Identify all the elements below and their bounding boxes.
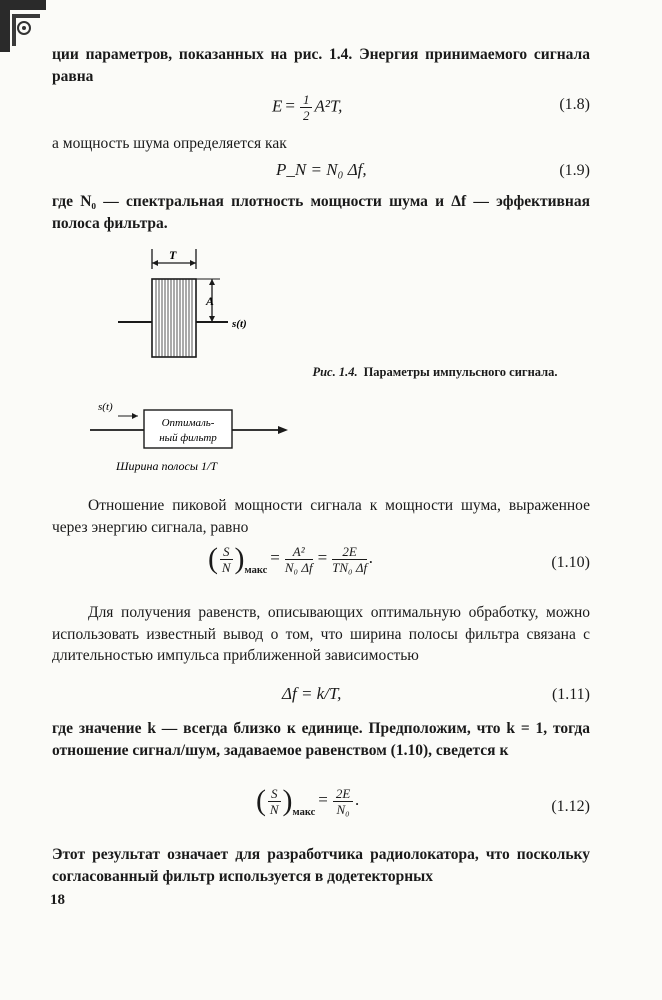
equation-1-11: Δf = k/T, xyxy=(282,684,342,703)
eq110-sn-fraction xyxy=(220,544,233,575)
eq112-frac-num: 2E xyxy=(333,786,353,802)
paragraph-2 xyxy=(52,135,590,153)
eq110-frac1-num: A² xyxy=(285,544,313,560)
eq110-frac2 xyxy=(332,544,367,575)
equation-number-1-10: (1.10) xyxy=(551,554,590,571)
eq110-frac2-num: 2E xyxy=(332,544,367,560)
eq112-tail: . xyxy=(355,789,360,809)
pulse-label-A: A xyxy=(206,294,215,308)
corner-ornament xyxy=(0,0,46,52)
eq18-rhs: A²T, xyxy=(314,96,343,116)
equation-1-12: ( $\frac{S}{N}$ )$_{макс}=$ $\frac{2E}{\text{N₀}}$ . xyxy=(256,784,360,818)
eq18-frac-den: 2 xyxy=(302,108,310,123)
eq110-N: N xyxy=(221,559,231,575)
filter-box-line-2: ный фильтр xyxy=(159,432,217,444)
paragraph-5-text: Для получения равенств, описывающих оптимальную обработку, можно использовать известный вывод о том, что ширина полосы фильтра связана с длительностью импульса приближенной зависимостью xyxy=(52,604,590,664)
paragraph-6-text: где значение k — всегда близко к единице. Предположим, что k = 1, тогда отношение сигнал/шум, задаваемое равенством (1.10), сведется к xyxy=(52,720,590,759)
equation-number-1-12: (1.12) xyxy=(551,798,590,815)
filter-input-label: s(t) xyxy=(98,401,113,413)
pulse-label-s: s(t) xyxy=(232,318,247,330)
paragraph-7-text: Этот результат означает для разработчика радиолокатора, что поскольку согласованный фильтр используется в додетекторных xyxy=(52,846,590,885)
eq110-subscript: макс xyxy=(244,564,268,576)
caption-ref: Рис. 1.4. xyxy=(312,365,358,379)
filter-box-line-1: Оптималь- xyxy=(161,417,215,429)
paragraph-3-text: где N₀ — спектральная плотность мощности шума и Δf — эффективная полоса фильтра. xyxy=(52,193,590,232)
figure-caption xyxy=(300,365,570,380)
paragraph-1 xyxy=(52,44,590,87)
eq112-subscript: макс xyxy=(292,806,316,818)
paragraph-2-text: а мощность шума определяется как xyxy=(52,135,287,152)
eq112-frac xyxy=(333,786,353,817)
paragraph-6 xyxy=(52,718,590,761)
equation-number-1-9: (1.9) xyxy=(559,162,590,179)
paragraph-5 xyxy=(52,602,590,667)
paragraph-4-text: Отношение пиковой мощности сигнала к мощности шума, выраженное через энергию сигнала, равно xyxy=(52,497,590,536)
equation-1-8: E = $\frac{1}{2}$ A²T, xyxy=(272,92,343,123)
eq112-sn-fraction xyxy=(268,786,281,817)
equation-number-1-11: (1.11) xyxy=(551,686,590,703)
equation-number-1-8: (1.8) xyxy=(559,96,590,113)
equation-1-10: ( $\frac{S}{N}$ )$_{макс}=$ $\frac{\text{A²}}{\text{N₀ Δf}}$ = $\frac{2E}{\text{TN₀ Δf}}$ . xyxy=(208,542,374,576)
eq110-S: S xyxy=(220,544,233,560)
eq18-fraction xyxy=(300,92,313,123)
paragraph-4 xyxy=(52,495,590,538)
eq110-frac1-den: N₀ Δf xyxy=(284,559,313,575)
paragraph-3 xyxy=(52,191,590,234)
figure-optimal-filter xyxy=(88,396,298,476)
paragraph-1-text: ции параметров, показанных на рис. 1.4. Энергия принимаемого сигнала равна xyxy=(52,46,590,85)
figure-pulse-parameters xyxy=(110,245,270,360)
filter-bandwidth-label: Ширина полосы 1/T xyxy=(116,459,218,473)
eq110-frac1 xyxy=(285,544,313,575)
caption-text: Параметры импульсного сигнала. xyxy=(363,365,558,379)
eq112-frac-den: N₀ xyxy=(336,801,350,817)
eq112-N: N xyxy=(269,801,279,817)
pulse-label-T: T xyxy=(169,248,177,262)
paragraph-7 xyxy=(52,844,590,887)
eq18-lhs: E xyxy=(272,96,283,116)
page-number: 18 xyxy=(50,892,65,908)
equation-1-9: P_N = N₀ Δf, xyxy=(276,160,367,179)
eq18-frac-num: 1 xyxy=(300,92,313,108)
eq110-tail: . xyxy=(369,547,374,567)
eq110-frac2-den: TN₀ Δf xyxy=(332,559,368,575)
eq112-S: S xyxy=(268,786,281,802)
